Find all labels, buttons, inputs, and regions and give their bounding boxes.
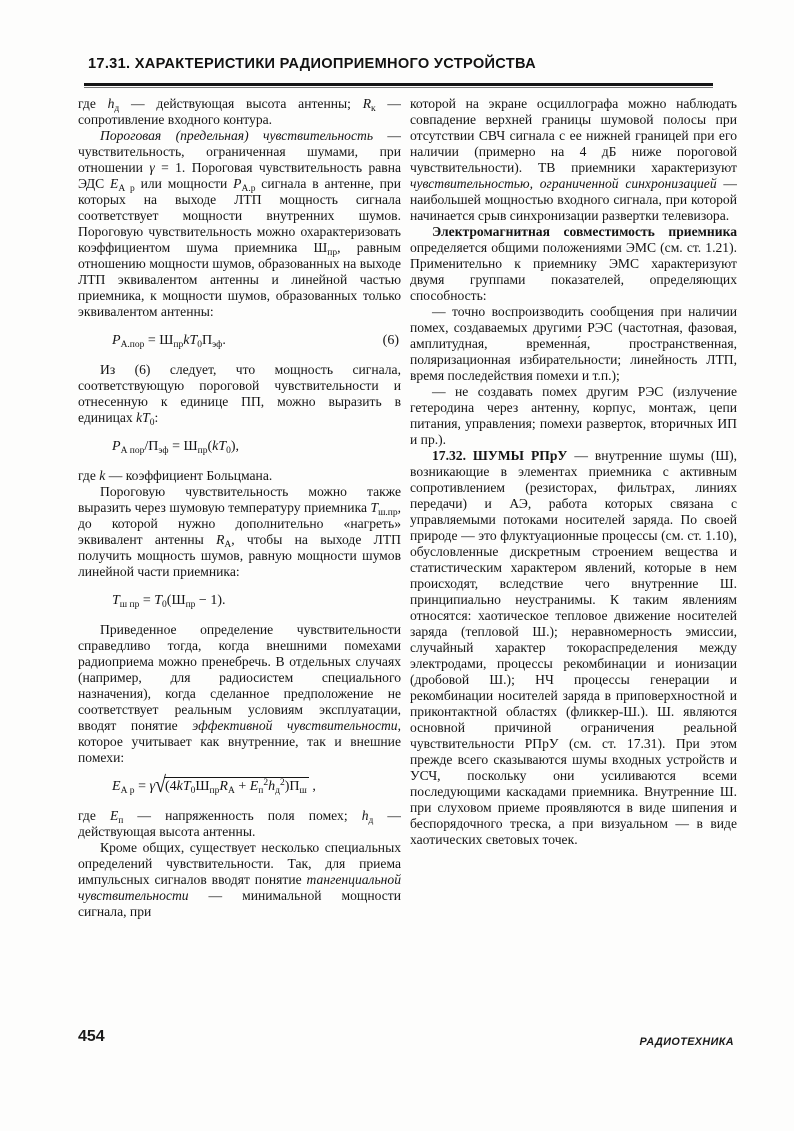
text-run: 0 <box>162 600 167 610</box>
text-run: ш <box>299 786 307 796</box>
text-run: где <box>78 808 110 823</box>
header-rule-thin <box>84 87 713 88</box>
text-run: − 1). <box>195 593 226 608</box>
text-run: , <box>308 779 316 794</box>
paragraph <box>78 840 401 920</box>
text-run: — действующая высота антенны; <box>119 96 363 111</box>
text-run: Приведенное определение чувствительности справедливо тогда, когда внешними помехами радиоприема можно пренебречь. В отдельных случаях (например, для радиосистем специального назначения), когда сделанное предположение не соответствует реальным условиям эксплуатации, вводят понятие <box>78 622 401 733</box>
radicand <box>164 777 309 794</box>
text-run: + <box>234 779 250 794</box>
text-run: А.р <box>241 184 256 194</box>
text-run: γ <box>149 779 155 794</box>
text-run: kT <box>136 410 150 425</box>
text-run: или мощности <box>134 176 234 191</box>
paragraph <box>410 304 737 384</box>
paragraph <box>78 484 401 580</box>
text-run: = <box>139 593 155 608</box>
text-run: д <box>114 104 120 114</box>
text-run: 0 <box>149 418 155 428</box>
text-run: определяется общими положениями ЭМС (см. ст. 1.21). Применительно к приемнику ЭМС характеризуют двумя группами показателей, определяющих способность: <box>410 240 737 303</box>
text-run: А пор <box>120 446 145 456</box>
text-run: T <box>370 500 379 515</box>
text-run: где <box>78 96 108 111</box>
text-run: , чтобы на выходе ЛТП получить мощность шумов, равную мощности шумов линейной части приемника: <box>78 532 401 579</box>
formula-body: $E_{А р} = \gamma√(4kT_0Ш_{пр}R_А + E_п^2h_д^2)П_ш$ , <box>112 772 316 798</box>
header-rule-thick <box>84 83 713 86</box>
text-run: к <box>371 104 376 114</box>
text-run: А <box>227 786 235 796</box>
text-run: 0 <box>197 340 203 350</box>
text-run: Пороговая (предельная) чувствительность <box>100 128 374 143</box>
paragraph <box>410 384 737 448</box>
text-run: пр <box>327 248 338 258</box>
paragraph <box>78 128 401 320</box>
text-run: — действующая высота антенны. <box>78 808 401 839</box>
text-run: R <box>219 779 228 794</box>
text-run: E <box>110 176 119 191</box>
text-run: Электромагнитная совместимость приемника <box>432 224 737 239</box>
text-run: . <box>222 333 226 348</box>
text-run: T <box>154 593 163 608</box>
text-run: 0 <box>226 446 231 456</box>
text-run: kT <box>183 333 198 348</box>
text-run: которой на экране осциллографа можно наблюдать совпадение верхней границы шумовой полосы при отсутствии СВЧ сигнала с ее нижней границей при его наличии (примерно на 4 дБ ниже пороговой чувствительности). ТВ приемники характеризуют <box>410 96 737 175</box>
text-run: д <box>275 786 280 796</box>
header-rule <box>84 83 713 88</box>
paragraph <box>78 362 401 426</box>
text-run: ш пр <box>119 600 140 610</box>
text-run: тангенциальной чувствительности <box>78 872 401 903</box>
text-run: R <box>216 532 225 547</box>
text-run: , равным отношению мощности шумов, образованных на выходе ЛТП эквивалентом антенны и линейной частью приемника, к мощности шумов, образованных только эквивалентом антенны: <box>78 240 401 319</box>
text-run: (4 <box>164 779 177 794</box>
text-run: ш.пр <box>378 508 398 518</box>
text-run: h <box>268 779 276 794</box>
text-run: kT <box>212 439 227 454</box>
text-run: 2 <box>279 778 285 788</box>
text-run: P <box>112 439 121 454</box>
text-run: R <box>362 96 371 111</box>
text-run: P <box>112 333 121 348</box>
text-run: А <box>224 540 232 550</box>
text-run: сигнала в антенне, при которых на выходе ЛТП мощность сигнала соответствует мощности внутренних шумов. Пороговую чувствительность можно охарактеризовать коэффициентом шума приемника Ш <box>78 176 401 255</box>
formula-6 <box>78 333 401 349</box>
text-run: Из (6) следует, что мощность сигнала, соответствующую пороговой чувствительности и отнесенную к единице ПП, можно выразить в единицах <box>78 362 401 425</box>
paragraph <box>410 224 737 304</box>
text-run: T <box>112 593 120 608</box>
text-run: — внутренние шумы (Ш), возникающие в элементах приемника с активным сопротивлением (резисторах, фильтрах, линиях передачи) и АЭ, работа которых связана с управляемыми потоками носителей заряда. По своей природе — это флуктуационные процессы (см. ст. 1.10), обусловленные дискретным строением вещества и статистическим характером явлений, которые в нем происходят, вследствие чего внутренние Ш. принципиально неустранимы. К таким явлениям относятся: хаотическое тепловое движение носителей заряда (тепловой Ш.); неравномерность эмиссии, случайный характер токораспределения между электродами, процессы рекомбинации и ионизации (дробовой Ш.); НЧ процессы генерации и рекомбинации носителей заряда в приповерхностной и приконтактной областях (фликкер-Ш.). Ш. являются основной причиной ограничения реальной чувствительности РПрУ (см. ст. 17.31). При этом прежде всего сказываются шумы входных устройств и УСЧ, поскольку они усиливаются всеми последующими каскадами приемника. Внутренние Ш. при слуховом приеме проявляются в виде шипения и беспорядочного треска, а при визуальном — в виде хаотических световых точек. <box>410 448 737 847</box>
text-run: Пороговую чувствительность можно также выразить через шумовую температуру приемника <box>78 484 401 515</box>
text-run: Кроме общих, существует несколько специальных определений чувствительности. Так, для приема импульсных сигналов вводят понятие <box>78 840 401 887</box>
paragraph <box>410 96 737 224</box>
paragraph <box>78 96 401 128</box>
paragraph <box>78 808 401 840</box>
text-run: P <box>233 176 242 191</box>
formula-body <box>112 593 225 609</box>
running-title: РАДИОТЕХНИКА <box>639 1036 734 1048</box>
text-run: k <box>99 468 106 483</box>
formula-sqrt <box>78 772 401 798</box>
text-run: : <box>154 410 159 425</box>
formula-body <box>112 333 226 349</box>
formula-body <box>112 439 239 455</box>
text-run: п <box>118 816 124 826</box>
text-run: E <box>112 779 121 794</box>
text-run: где <box>78 468 100 483</box>
text-run: E <box>249 779 259 794</box>
text-run: = 1. Пороговая чувствительность равна ЭДС <box>78 160 401 191</box>
paragraph <box>78 622 401 766</box>
text-run: E <box>109 808 119 823</box>
text-run: 2 <box>263 778 269 788</box>
formula <box>78 439 401 455</box>
text-run: 0 <box>190 786 196 796</box>
text-run: , до которой нужно дополнительно «нагреть» эквивалент антенны <box>78 500 401 547</box>
text-run: пр <box>185 600 196 610</box>
section-heading: 17.31. ХАРАКТЕРИСТИКИ РАДИОПРИЕМНОГО УСТРОЙСТВА <box>88 56 536 72</box>
left-column <box>78 96 401 988</box>
text-run: ( <box>207 439 213 454</box>
text-run: п <box>258 786 264 796</box>
text-run: h <box>361 808 369 823</box>
text-run: — точно воспроизводить сообщения при наличии помех, создаваемых другими РЭС (частотная, фазовая, амплитудная, временна́я, пространственная, поляризационная избирательности; линейность ЛТП, время последействия помехи и т.п.); <box>410 304 737 383</box>
text-run: = Ш <box>168 439 198 454</box>
text-run: — напряженность поля помех; <box>123 808 362 823</box>
paragraph <box>410 448 737 848</box>
right-column <box>410 96 737 998</box>
text-run: пр <box>197 446 208 456</box>
text-run: П <box>202 333 213 348</box>
text-run: — коэффициент Больцмана. <box>105 468 273 483</box>
text-run: 17.32. ШУМЫ РПрУ <box>432 448 568 463</box>
text-run: А.пор <box>120 340 145 350</box>
text-run: эф <box>158 446 169 456</box>
text-run: (Ш <box>166 593 186 608</box>
paragraph <box>78 468 401 484</box>
text-run: А р <box>120 786 135 796</box>
text-run: — минимальной мощности сигнала, при <box>78 888 401 919</box>
text-run: kT <box>176 779 191 794</box>
text-run: γ <box>149 160 155 175</box>
text-run: д <box>368 816 374 826</box>
text-run: — сопротивление входного контура. <box>78 96 401 127</box>
text-run: эф <box>212 340 223 350</box>
text-run: эффективной чувствительности <box>192 718 398 733</box>
text-run: = Ш <box>144 333 174 348</box>
text-run: пр <box>173 340 184 350</box>
text-run: /П <box>144 439 159 454</box>
formula <box>78 593 401 609</box>
text-run: пр <box>209 786 220 796</box>
text-run: — чувствительность, ограниченная шумами, при отношении <box>78 128 401 175</box>
page-number: 454 <box>78 1028 105 1045</box>
text-run: ), <box>230 439 240 454</box>
text-run: А р <box>118 184 135 194</box>
text-run: — наибольшей мощностью входного сигнала, при которой начинается срыв синхронизации развертки телевизора. <box>410 176 737 223</box>
equation-number: (6) <box>382 333 399 348</box>
text-run: чувствительностью, ограниченной синхронизацией <box>410 176 717 191</box>
text-run: h <box>107 96 115 111</box>
text-run: Ш <box>195 779 210 794</box>
text-run: )П <box>284 779 300 794</box>
text-run: , которое учитывает как внутренние, так и внешние помехи: <box>78 718 401 765</box>
text-run: = <box>134 779 150 794</box>
text-run: — не создавать помех другим РЭС (излучение гетеродина через антенну, корпус, монтаж, цепи питания, управления; помехи разверток, вторичных ИП и пр.). <box>410 384 737 447</box>
